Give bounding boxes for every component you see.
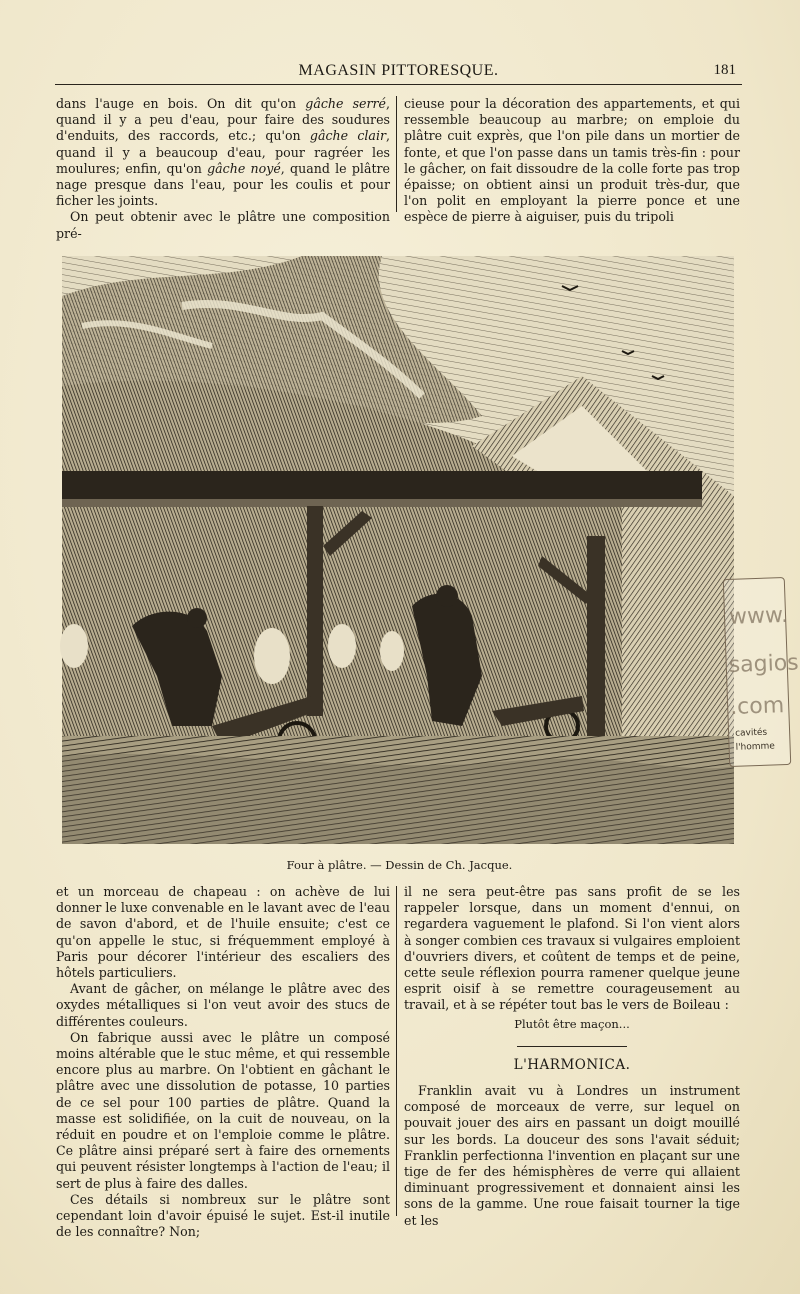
top-right-paragraph: cieuse pour la décoration des appartements, et qui ressemble beaucoup au marbre; on emploie du plâtre cuit exprès, que l'on pile dans un mortier de fonte, et que l'on passe dans un tamis très-fin : pour le gâcher, on fait dissoudre de la colle forte pas trop épaisse; on obtient ainsi un produit très-dur, que l'on polit en employant la pierre ponce et une espèce de pierre à aiguiser, puis du tripoli [404, 96, 740, 225]
column-divider-top [396, 96, 397, 212]
bottom-right-paragraph-1: il ne sera peut-être pas sans profit de se les rappeler lorsque, dans un moment d'ennui, on regardera vaguement le plafond. Si l'on vient alors à songer combien ces travaux si vulgaires emploient d'ouvriers divers, et coûtent de temps et de peine, cette seule réflexion pourra ramener quelque jeune esprit oisif à se remettre courageusement au travail, et à se répéter tout bas le vers de Boileau : [404, 884, 740, 1013]
watermark-small-2: l'homme [735, 741, 776, 753]
top-left-column [56, 96, 390, 242]
watermark-line-3: .com [729, 693, 785, 720]
harmonica-paragraph: Franklin avait vu à Londres un instrument composé de morceaux de verre, sur lequel on pouvait jouer des airs en passant un doigt mouillé sur les bords. La douceur des sons l'avait séduit; Franklin perfectionna l'invention en plaçant sur une tige de fer des hémisphères de verre qui allaient diminuant progressivement et donnaient ainsi les sons de la gamme. Une roue faisait tourner la tige et les [404, 1083, 740, 1228]
bottom-left-paragraph-4: Ces détails si nombreux sur le plâtre sont cependant loin d'avoir épuisé le sujet. Est-il inutile de les connaître? Non; [56, 1191, 390, 1240]
top-left-paragraph-2: On peut obtenir avec le plâtre une composition pré- [56, 209, 390, 241]
section-title: L'HARMONICA. [513, 1056, 631, 1073]
running-header [55, 58, 742, 85]
bottom-left-column [56, 884, 390, 1240]
engraving-plaster-kiln [62, 256, 734, 844]
watermark-small-1: cavités [734, 727, 768, 739]
top-left-paragraph-1: dans l'auge en bois. On dit qu'on gâche serré, quand il y a peu d'eau, pour faire des soudures d'enduits, des raccords, etc.; qu'on gâche clair, quand il y a beaucoup d'eau, pour ragréer les moulures; enfin, qu'on gâche noyé, quand le plâtre nage presque dans l'eau, pour les coulis et pour ficher les joints. [56, 96, 391, 209]
top-right-column [404, 96, 740, 226]
bottom-right-column [404, 884, 740, 1229]
watermark-line-1: www. [728, 602, 789, 630]
figure-caption: Four à plâtre. — Dessin de Ch. Jacque. [286, 858, 513, 872]
website-watermark-stamp [723, 577, 800, 767]
page-number: 181 [713, 62, 736, 78]
engraving-image [62, 256, 734, 844]
bottom-left-paragraph-1: et un morceau de chapeau : on achève de lui donner le luxe convenable en le lavant avec de l'eau de savon d'abord, et de l'huile ensuite; c'est ce qu'on appelle le stuc, si fréquemment employé à Paris pour décorer l'intérieur des escaliers des hôtels particuliers. [56, 884, 390, 981]
boileau-quote: Plutôt être maçon... [514, 1016, 630, 1031]
journal-title: MAGASIN PITTORESQUE. [298, 62, 499, 79]
bottom-left-paragraph-2: Avant de gâcher, on mélange le plâtre avec des oxydes métalliques si l'on veut avoir des stucs de différentes couleurs. [56, 981, 390, 1029]
watermark-line-2: sagios [728, 650, 800, 678]
bottom-left-paragraph-3: On fabrique aussi avec le plâtre un composé moins altérable que le stuc même, et qui ressemble encore plus au marbre. On l'obtient en gâchant le plâtre avec une dissolution de potasse, 10 parties de ce sel pour 100 parties de plâtre. Quand la masse est solidifiée, on la cuit de nouveau, on la réduit en poudre et on l'emploie comme le plâtre. Ce plâtre ainsi préparé sert à faire des ornements qui peuvent résister longtemps à l'action de l'eau; il sert de plus à faire des dalles. [56, 1029, 390, 1191]
section-divider [517, 1046, 627, 1047]
column-divider-bottom [396, 886, 397, 1216]
